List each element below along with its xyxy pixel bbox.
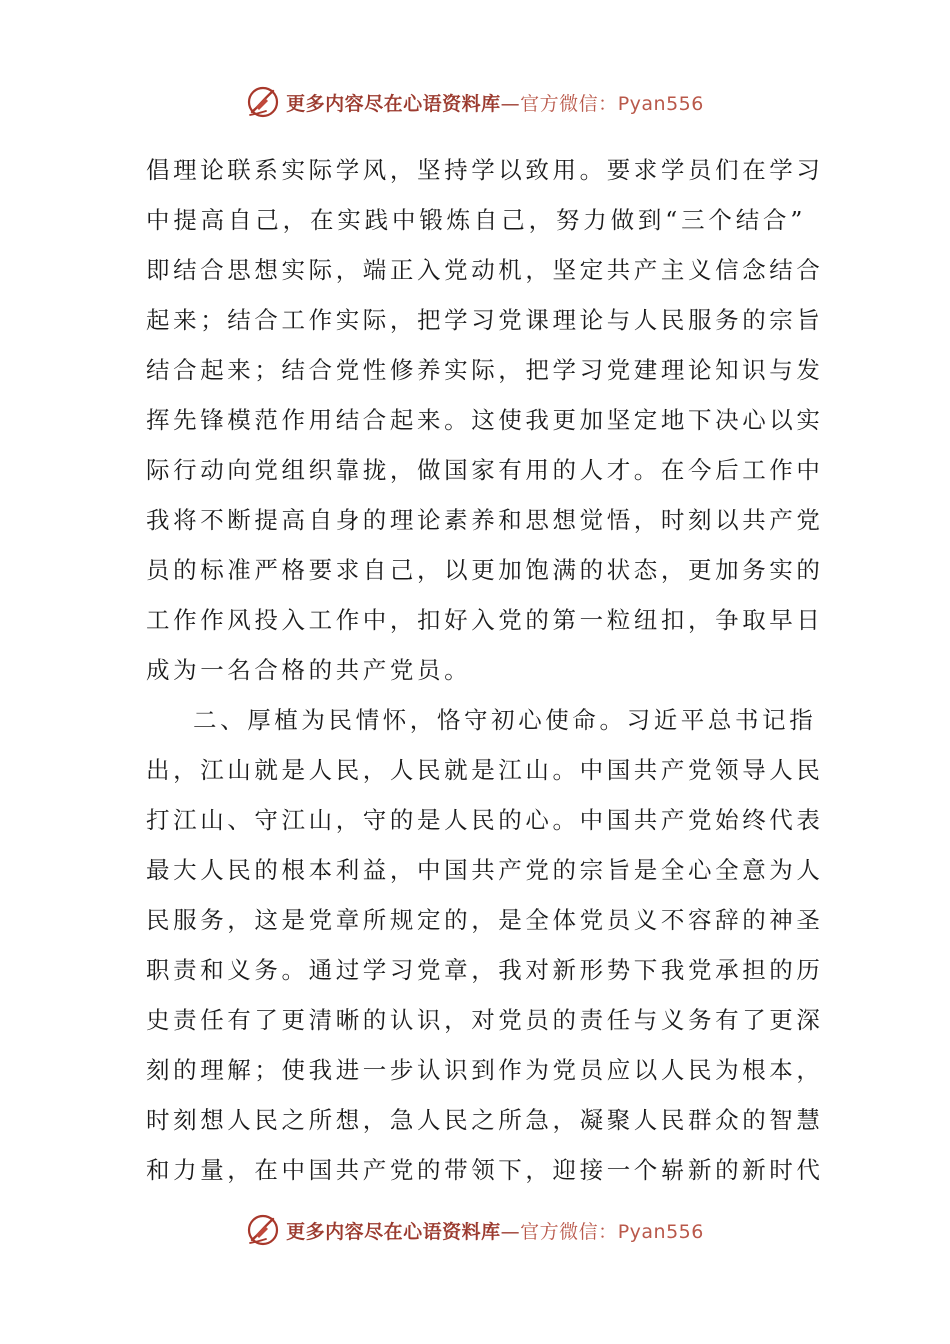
wechat-label: 官方微信：	[520, 1220, 618, 1243]
wechat-id: Pyan556	[617, 92, 704, 115]
banner-text	[286, 89, 704, 116]
body-line: 员的标准严格要求自己，以更加饱满的状态，更加务实的	[146, 556, 824, 584]
body-line: 打江山、守江山，守的是人民的心。中国共产党始终代表	[146, 806, 824, 834]
site-name: 更多内容尽在心语资料库	[286, 1220, 501, 1243]
body-line: 工作作风投入工作中，扣好入党的第一粒纽扣，争取早日	[146, 606, 824, 634]
body-line: 时刻想人民之所想，急人民之所急，凝聚人民群众的智慧	[146, 1106, 824, 1134]
body-line: 起来；结合工作实际，把学习党课理论与人民服务的宗旨	[146, 306, 824, 334]
body-line: 即结合思想实际，端正入党动机，坚定共产主义信念结合	[146, 256, 824, 284]
site-name: 更多内容尽在心语资料库	[286, 92, 501, 115]
body-line: 际行动向党组织靠拢，做国家有用的人才。在今后工作中	[146, 456, 824, 484]
header-banner	[0, 82, 950, 122]
body-line: 职责和义务。通过学习党章，我对新形势下我党承担的历	[146, 956, 824, 984]
body-line: 最大人民的根本利益，中国共产党的宗旨是全心全意为人	[146, 856, 824, 884]
body-line: 成为一名合格的共产党员。	[146, 656, 472, 684]
body-line: 挥先锋模范作用结合起来。这使我更加坚定地下决心以实	[146, 406, 824, 434]
body-line: 刻的理解；使我进一步认识到作为党员应以人民为根本，	[146, 1056, 824, 1084]
body-line: 和力量，在中国共产党的带领下，迎接一个崭新的新时代	[146, 1156, 824, 1184]
body-line: 倡理论联系实际学风，坚持学以致用。要求学员们在学习	[146, 156, 824, 184]
section-heading-line: 二、厚植为民情怀，恪守初心使命。习近平总书记指	[193, 706, 817, 734]
wechat-label: 官方微信：	[520, 92, 618, 115]
body-line: 史责任有了更清晰的认识，对党员的责任与义务有了更深	[146, 1006, 824, 1034]
pen-logo-icon	[246, 85, 280, 119]
banner-separator: —	[500, 92, 521, 115]
body-line: 民服务，这是党章所规定的，是全体党员义不容辞的神圣	[146, 906, 824, 934]
body-line: 结合起来；结合党性修养实际，把学习党建理论知识与发	[146, 356, 824, 384]
document-body	[146, 145, 824, 1195]
footer-banner	[0, 1210, 950, 1250]
banner-text	[286, 1217, 704, 1244]
body-line: 出，江山就是人民，人民就是江山。中国共产党领导人民	[146, 756, 824, 784]
pen-logo-icon	[246, 1213, 280, 1247]
wechat-id: Pyan556	[617, 1220, 704, 1243]
body-line: 中提高自己，在实践中锻炼自己，努力做到“三个结合”	[146, 206, 806, 234]
body-line: 我将不断提高自身的理论素养和思想觉悟，时刻以共产党	[146, 506, 824, 534]
banner-separator: —	[500, 1220, 521, 1243]
